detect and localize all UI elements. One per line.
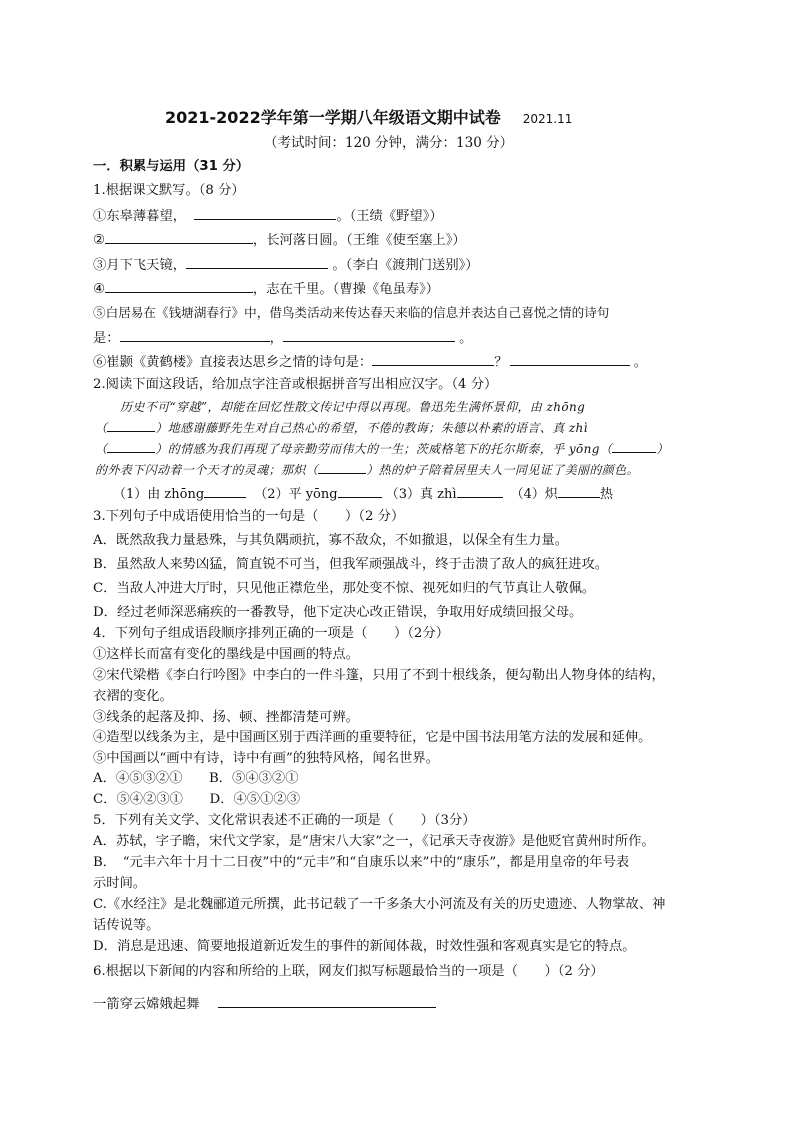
q6-couplet-line (93, 994, 436, 1014)
paren-close: ） (656, 442, 669, 456)
q2-passage-line-2 (95, 419, 588, 437)
q6-stem: 6.根据以下新闻的内容和所给的上联，网友们拟写标题最恰当的一项是（ ）（2 分） (93, 964, 604, 979)
q1-line-1 (93, 206, 443, 226)
q5-option-b-cont: 示时间。 (93, 876, 147, 891)
exam-title-text: 2021-2022学年第一学期八年级语文期中试卷 (165, 108, 501, 127)
q2-passage-line-4-a: 的外表下闪动着一个天才的灵魂；那炽（ (95, 463, 319, 477)
q3-stem: 3.下列句子中成语使用恰当的一句是（ ）（2 分） (93, 509, 405, 524)
answer-blank[interactable] (105, 279, 253, 293)
q1-line-7-c: 。 (633, 355, 648, 370)
answer-blank[interactable] (105, 230, 253, 244)
paren-open: （ (95, 421, 108, 435)
q5-option-a: A．苏轼，字子瞻，宋代文学家，是“唐宋八大家”之一，《记承天寺夜游》是他贬官黄州时所作。 (93, 834, 655, 849)
q1-line-6 (93, 328, 472, 348)
q5-stem: 5．下列有关文学、文化常识表述不正确的一项是（ ）（3分） (93, 813, 476, 828)
q2-passage-line-4-b: ）热的炉子陪着居里夫人一同见证了美丽的颜色。 (366, 463, 640, 477)
pinyin-blank[interactable] (318, 461, 366, 474)
q6-couplet: 一箭穿云嫦娥起舞 (93, 997, 200, 1012)
q5-option-d: D．消息是迅速、简要地报道新近发生的事件的新闻体裁，时效性强和客观真实是它的特点。 (93, 939, 636, 954)
q3-option-b: B．虽然敌人来势凶猛，简直锐不可当，但我军顽强战斗，终于击溃了敌人的疯狂进攻。 (93, 557, 609, 572)
answer-blank[interactable] (218, 994, 436, 1008)
q2-passage-line-4 (95, 461, 639, 479)
q4-sentence-2: ②宋代梁楷《李白行吟图》中李白的一件斗篷，只用了不到十根线条，便勾勒出人物身体的结构， (93, 668, 665, 683)
q2-passage-line-2-text: ）地感谢藤野先生对自己热心的希望，不倦的教诲；朱德以朴素的语言、真 zhì (155, 421, 588, 435)
q2-answer-4-suffix: 热 (599, 487, 613, 502)
section-heading: 一．积累与运用（31 分） (93, 159, 250, 174)
q2-answer-row (113, 484, 613, 504)
q1-line-6-b: ， (269, 331, 283, 346)
q2-stem: 2.阅读下面这段话，给加点字注音或根据拼音写出相应汉字。（4 分） (93, 377, 498, 392)
q2-answer-4-label: （4）炽 (510, 487, 558, 502)
q1-line-3-a: ③月下飞天镜， (93, 258, 187, 273)
q4-sentence-3: ③线条的起落及抑、扬、顿、挫都清楚可辨。 (93, 710, 359, 725)
answer-blank[interactable] (558, 484, 600, 498)
answer-blank[interactable] (120, 328, 270, 342)
answer-blank[interactable] (372, 352, 494, 366)
q5-option-b: B． “元丰六年十月十二日夜”中的“元丰”和“自康乐以来”中的“康乐”，都是用皇帝的年号表 (93, 855, 630, 870)
q3-option-a: A．既然敌我力量悬殊，与其负隅顽抗，寡不敌众，不如撤退，以保全有生力量。 (93, 533, 568, 548)
pinyin-blank[interactable] (612, 440, 656, 453)
pinyin-blank[interactable] (107, 440, 155, 453)
q4-stem: 4．下列句子组成语段顺序排列正确的一项是（ ）（2分） (93, 626, 449, 641)
q1-line-3-b: 。（李白《渡荆门送别》） (332, 258, 479, 273)
q4-sentence-5: ⑤中国画以“画中有诗，诗中有画”的独特风格，闻名世界。 (93, 751, 440, 766)
q5-option-c-cont: 话传说等。 (93, 918, 160, 933)
q1-line-7-a: ⑥崔颢《黄鹤楼》直接表达思乡之情的诗句是： (93, 355, 373, 370)
q1-line-4 (93, 279, 439, 299)
answer-blank[interactable] (194, 206, 336, 220)
q1-stem: 1.根据课文默写。（8 分） (93, 183, 245, 198)
answer-blank[interactable] (186, 255, 328, 269)
q4-sentence-1: ①这样长而富有变化的墨线是中国画的特点。 (93, 647, 359, 662)
answer-blank[interactable] (338, 484, 382, 498)
q2-answer-3-label: （3）真 zhì (385, 487, 457, 502)
q1-line-3 (93, 255, 479, 275)
answer-blank[interactable] (204, 484, 246, 498)
q1-line-6-a: 是： (93, 331, 120, 346)
q1-line-4-b: ，志在千里。（曹操《龟虽寿》） (252, 282, 440, 297)
q2-passage-line-3 (95, 440, 669, 458)
pinyin-blank[interactable] (107, 419, 155, 432)
answer-blank[interactable] (457, 484, 503, 498)
q1-line-1-b: 。（王绩《野望》） (336, 209, 443, 224)
q1-line-2-a: ② (93, 233, 105, 248)
q2-answer-2-label: （2）平 yōng (254, 487, 338, 502)
answer-blank[interactable] (283, 328, 455, 342)
paren-open: （ (95, 442, 108, 456)
q1-line-6-c: 。 (459, 331, 473, 346)
q1-line-7 (93, 352, 647, 372)
q1-line-2-b: ，长河落日圆。（王维《使至塞上》） (252, 233, 466, 248)
exam-title (165, 109, 572, 128)
q1-line-1-a: ①东皋薄暮望， (93, 209, 187, 224)
q1-line-5: ⑤白居易在《钱塘湖春行》中，借鸟类活动来传达春天来临的信息并表达自己喜悦之情的诗句 (93, 305, 610, 320)
q2-passage-line-1: 历史不可“穿越”，却能在回忆性散文传记中得以再现。鲁迅先生满怀景仰，由 zhōng (120, 400, 586, 414)
q1-line-4-a: ④ (93, 282, 105, 297)
q2-answer-1-label: （1）由 zhōng (113, 487, 205, 502)
q3-option-c: C．当敌人冲进大厅时，只见他正襟危坐，那处变不惊、视死如归的气节真让人敬佩。 (93, 581, 596, 596)
answer-blank[interactable] (510, 352, 630, 366)
q4-options-ab: A．④⑤③②① B．⑤④③②① (93, 771, 299, 786)
q4-sentence-2-cont: 衣褶的变化。 (93, 689, 173, 704)
q2-passage-line-3-text: ）的情感为我们再现了母亲勤劳而伟大的一生；茨威格笔下的托尔斯泰，乎 yōng（ (155, 442, 613, 456)
q4-sentence-4: ④造型以线条为主，是中国画区别于西洋画的重要特征，它是中国书法用笔方法的发展和延伸。 (93, 730, 652, 745)
q4-options-cd: C．⑤④②③① D．④⑤①②③ (93, 792, 300, 807)
exam-date: 2021.11 (522, 112, 573, 126)
q1-line-2 (93, 230, 466, 250)
q5-option-c: C.《水经注》是北魏郦道元所撰，此书记载了一千多条大小河流及有关的历史遗迹、人物掌故、神 (93, 897, 666, 912)
q3-option-d: D．经过老师深恶痛疾的一番教导，他下定决心改正错误，争取用好成绩回报父母。 (93, 605, 583, 620)
q1-line-7-b: ？ (494, 355, 508, 370)
exam-subtitle: （考试时间：120 分钟，满分：130 分） (264, 135, 514, 151)
